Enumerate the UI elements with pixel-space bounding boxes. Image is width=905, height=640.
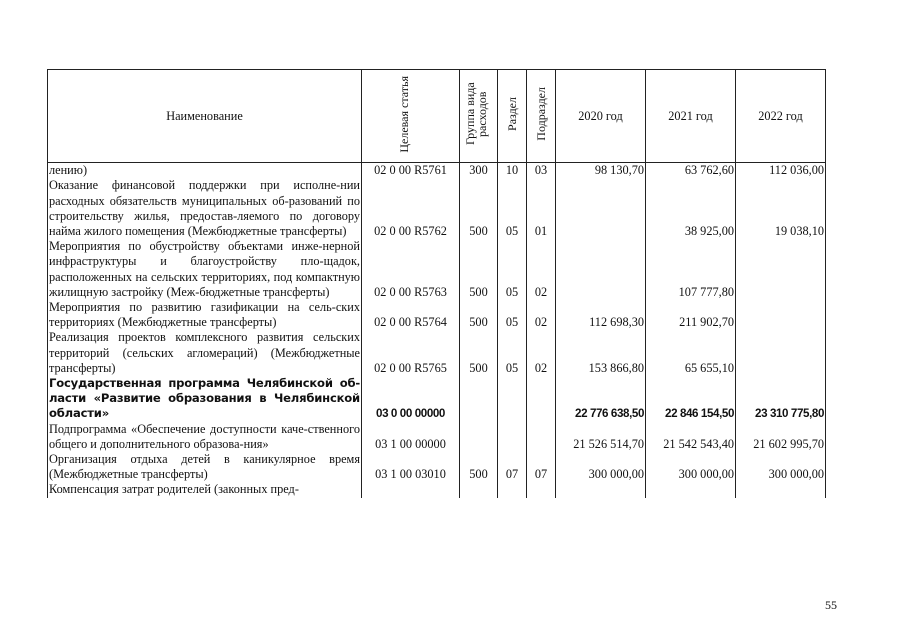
header-2021: 2021 год (646, 70, 736, 163)
row-group: 300 (460, 163, 498, 179)
row-section: 05 (498, 300, 527, 330)
table-row (48, 163, 826, 179)
table-row (48, 482, 826, 497)
row-2021: 22 846 154,50 (646, 376, 736, 422)
row-2020: 112 698,30 (556, 300, 646, 330)
row-2021 (646, 482, 736, 497)
table-row (48, 239, 826, 300)
row-2020: 153 866,80 (556, 330, 646, 376)
row-2022: 21 602 995,70 (736, 422, 826, 452)
row-name: лению) (48, 163, 362, 179)
header-name: Наименование (48, 70, 362, 163)
row-2022 (736, 330, 826, 376)
row-2020 (556, 239, 646, 300)
row-subsection: 02 (527, 330, 556, 376)
row-name: Оказание финансовой поддержки при исполне-нии расходных обязательств муниципальных об-разований по строительству жилья, предостав-ляемого по договору найма жилого помещения (Межбюджетные трансферты) (49, 178, 360, 239)
row-2020: 98 130,70 (556, 163, 646, 179)
row-section: 10 (498, 163, 527, 179)
table-row (48, 178, 826, 239)
row-2020: 21 526 514,70 (556, 422, 646, 452)
table-row (48, 376, 826, 422)
header-2020: 2020 год (556, 70, 646, 163)
row-target-code: 02 0 00 R5765 (362, 330, 460, 376)
row-section: 05 (498, 178, 527, 239)
row-group: 500 (460, 300, 498, 330)
row-section (498, 482, 527, 497)
row-subsection (527, 376, 556, 422)
row-subsection (527, 422, 556, 452)
row-target-code: 02 0 00 R5763 (362, 239, 460, 300)
row-target-code: 02 0 00 R5761 (362, 163, 460, 179)
row-name: Мероприятия по обустройству объектами инже-нерной инфраструктуры и благоустройству пло-щадок, расположенных на сельских территориях, под компактную жилищную застройку (Меж-бюджетные трансферты) (49, 239, 360, 299)
budget-table (47, 69, 826, 498)
row-2021: 107 777,80 (646, 239, 736, 300)
row-name: Мероприятия по развитию газификации на сель-ских территориях (Межбюджетные трансферты) (49, 300, 360, 330)
row-group (460, 376, 498, 422)
row-2020: 300 000,00 (556, 452, 646, 482)
row-subsection: 07 (527, 452, 556, 482)
row-2022: 112 036,00 (736, 163, 826, 179)
row-section: 07 (498, 452, 527, 482)
row-name: Государственная программа Челябинской об-ласти «Развитие образования в Челябинской области» (49, 376, 360, 421)
row-2022: 19 038,10 (736, 178, 826, 239)
row-2021: 211 902,70 (646, 300, 736, 330)
table-header-row (48, 70, 826, 163)
row-2021: 65 655,10 (646, 330, 736, 376)
row-target-code: 03 0 00 00000 (362, 376, 460, 422)
row-target-code (362, 482, 460, 497)
row-name: Организация отдыха детей в каникулярное время (Межбюджетные трансферты) (49, 452, 360, 482)
row-subsection: 02 (527, 300, 556, 330)
page-number: 55 (825, 598, 837, 612)
header-target: Целевая статья (362, 70, 460, 163)
row-name: Подпрограмма «Обеспечение доступности каче-ственного общего и дополнительного образова-ния» (49, 421, 360, 451)
row-subsection: 03 (527, 163, 556, 179)
row-section: 05 (498, 239, 527, 300)
row-name: Реализация проектов комплексного развития сельских территорий (сельских агломераций) (Межбюджетные трансферты) (49, 330, 360, 375)
row-target-code: 03 1 00 03010 (362, 452, 460, 482)
row-subsection (527, 482, 556, 497)
row-name: Компенсация затрат родителей (законных пред- (48, 482, 362, 497)
table-row (48, 452, 826, 482)
row-section (498, 422, 527, 452)
row-target-code: 02 0 00 R5762 (362, 178, 460, 239)
table-row (48, 300, 826, 330)
row-2022 (736, 239, 826, 300)
row-2021: 38 925,00 (646, 178, 736, 239)
row-2022 (736, 482, 826, 497)
row-2020 (556, 178, 646, 239)
header-subsection: Подраздел (527, 70, 556, 163)
header-2022: 2022 год (736, 70, 826, 163)
table-row (48, 330, 826, 376)
row-2020: 22 776 638,50 (556, 376, 646, 422)
row-group: 500 (460, 452, 498, 482)
row-subsection: 01 (527, 178, 556, 239)
row-2022 (736, 300, 826, 330)
row-section (498, 376, 527, 422)
table-row (48, 422, 826, 452)
row-group (460, 482, 498, 497)
row-2021: 300 000,00 (646, 452, 736, 482)
header-group: Группа вида расходов (460, 70, 498, 163)
row-subsection: 02 (527, 239, 556, 300)
row-target-code: 02 0 00 R5764 (362, 300, 460, 330)
row-section: 05 (498, 330, 527, 376)
row-2022: 23 310 775,80 (736, 376, 826, 422)
row-2021: 21 542 543,40 (646, 422, 736, 452)
row-group (460, 422, 498, 452)
row-2022: 300 000,00 (736, 452, 826, 482)
row-group: 500 (460, 178, 498, 239)
row-group: 500 (460, 330, 498, 376)
row-group: 500 (460, 239, 498, 300)
row-2020 (556, 482, 646, 497)
header-section: Раздел (498, 70, 527, 163)
row-2021: 63 762,60 (646, 163, 736, 179)
row-target-code: 03 1 00 00000 (362, 422, 460, 452)
